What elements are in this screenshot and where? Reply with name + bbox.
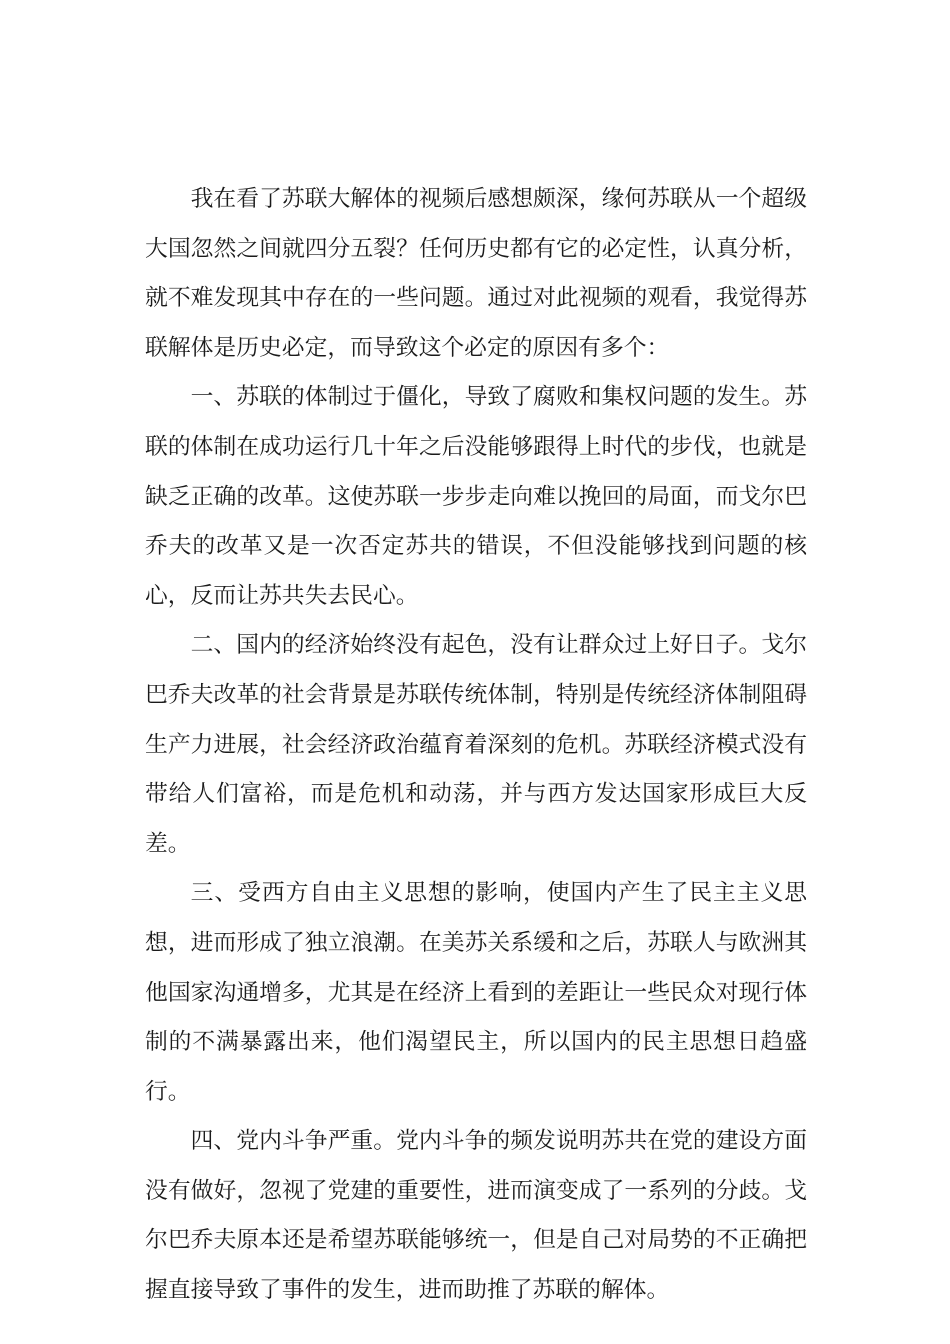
- paragraph-point-3: 三、受西方自由主义思想的影响，使国内产生了民主主义思想，进而形成了独立浪潮。在美苏关系缓和之后，苏联人与欧洲其他国家沟通增多，尤其是在经济上看到的差距让一些民众对现行体制的不满暴露出来，他们渴望民主，所以国内的民主思想日趋盛行。: [145, 880, 807, 1105]
- paragraph-point-1: 一、苏联的体制过于僵化，导致了腐败和集权问题的发生。苏联的体制在成功运行几十年之后没能够跟得上时代的步伐，也就是缺乏正确的改革。这使苏联一步步走向难以挽回的局面，而戈尔巴乔夫的改革又是一次否定苏共的错误，不但没能够找到问题的核心，反而让苏共失去民心。: [145, 384, 807, 609]
- paragraph-intro: 我在看了苏联大解体的视频后感想颇深，缘何苏联从一个超级大国忽然之间就四分五裂？任何历史都有它的必定性，认真分析，就不难发现其中存在的一些问题。通过对此视频的观看，我觉得苏联解体是历史必定，而导致这个必定的原因有多个：: [145, 186, 807, 361]
- paragraph-point-2: 二、国内的经济始终没有起色，没有让群众过上好日子。戈尔巴乔夫改革的社会背景是苏联传统体制，特别是传统经济体制阻碍生产力进展，社会经济政治蕴育着深刻的危机。苏联经济模式没有带给人们富裕，而是危机和动荡，并与西方发达国家形成巨大反差。: [145, 632, 807, 857]
- paragraph-point-4: 四、党内斗争严重。党内斗争的频发说明苏共在党的建设方面没有做好，忽视了党建的重要性，进而演变成了一系列的分歧。戈尔巴乔夫原本还是希望苏联能够统一，但是自己对局势的不正确把握直接导致了事件的发生，进而助推了苏联的解体。: [145, 1128, 807, 1304]
- document-body: [145, 175, 807, 1316]
